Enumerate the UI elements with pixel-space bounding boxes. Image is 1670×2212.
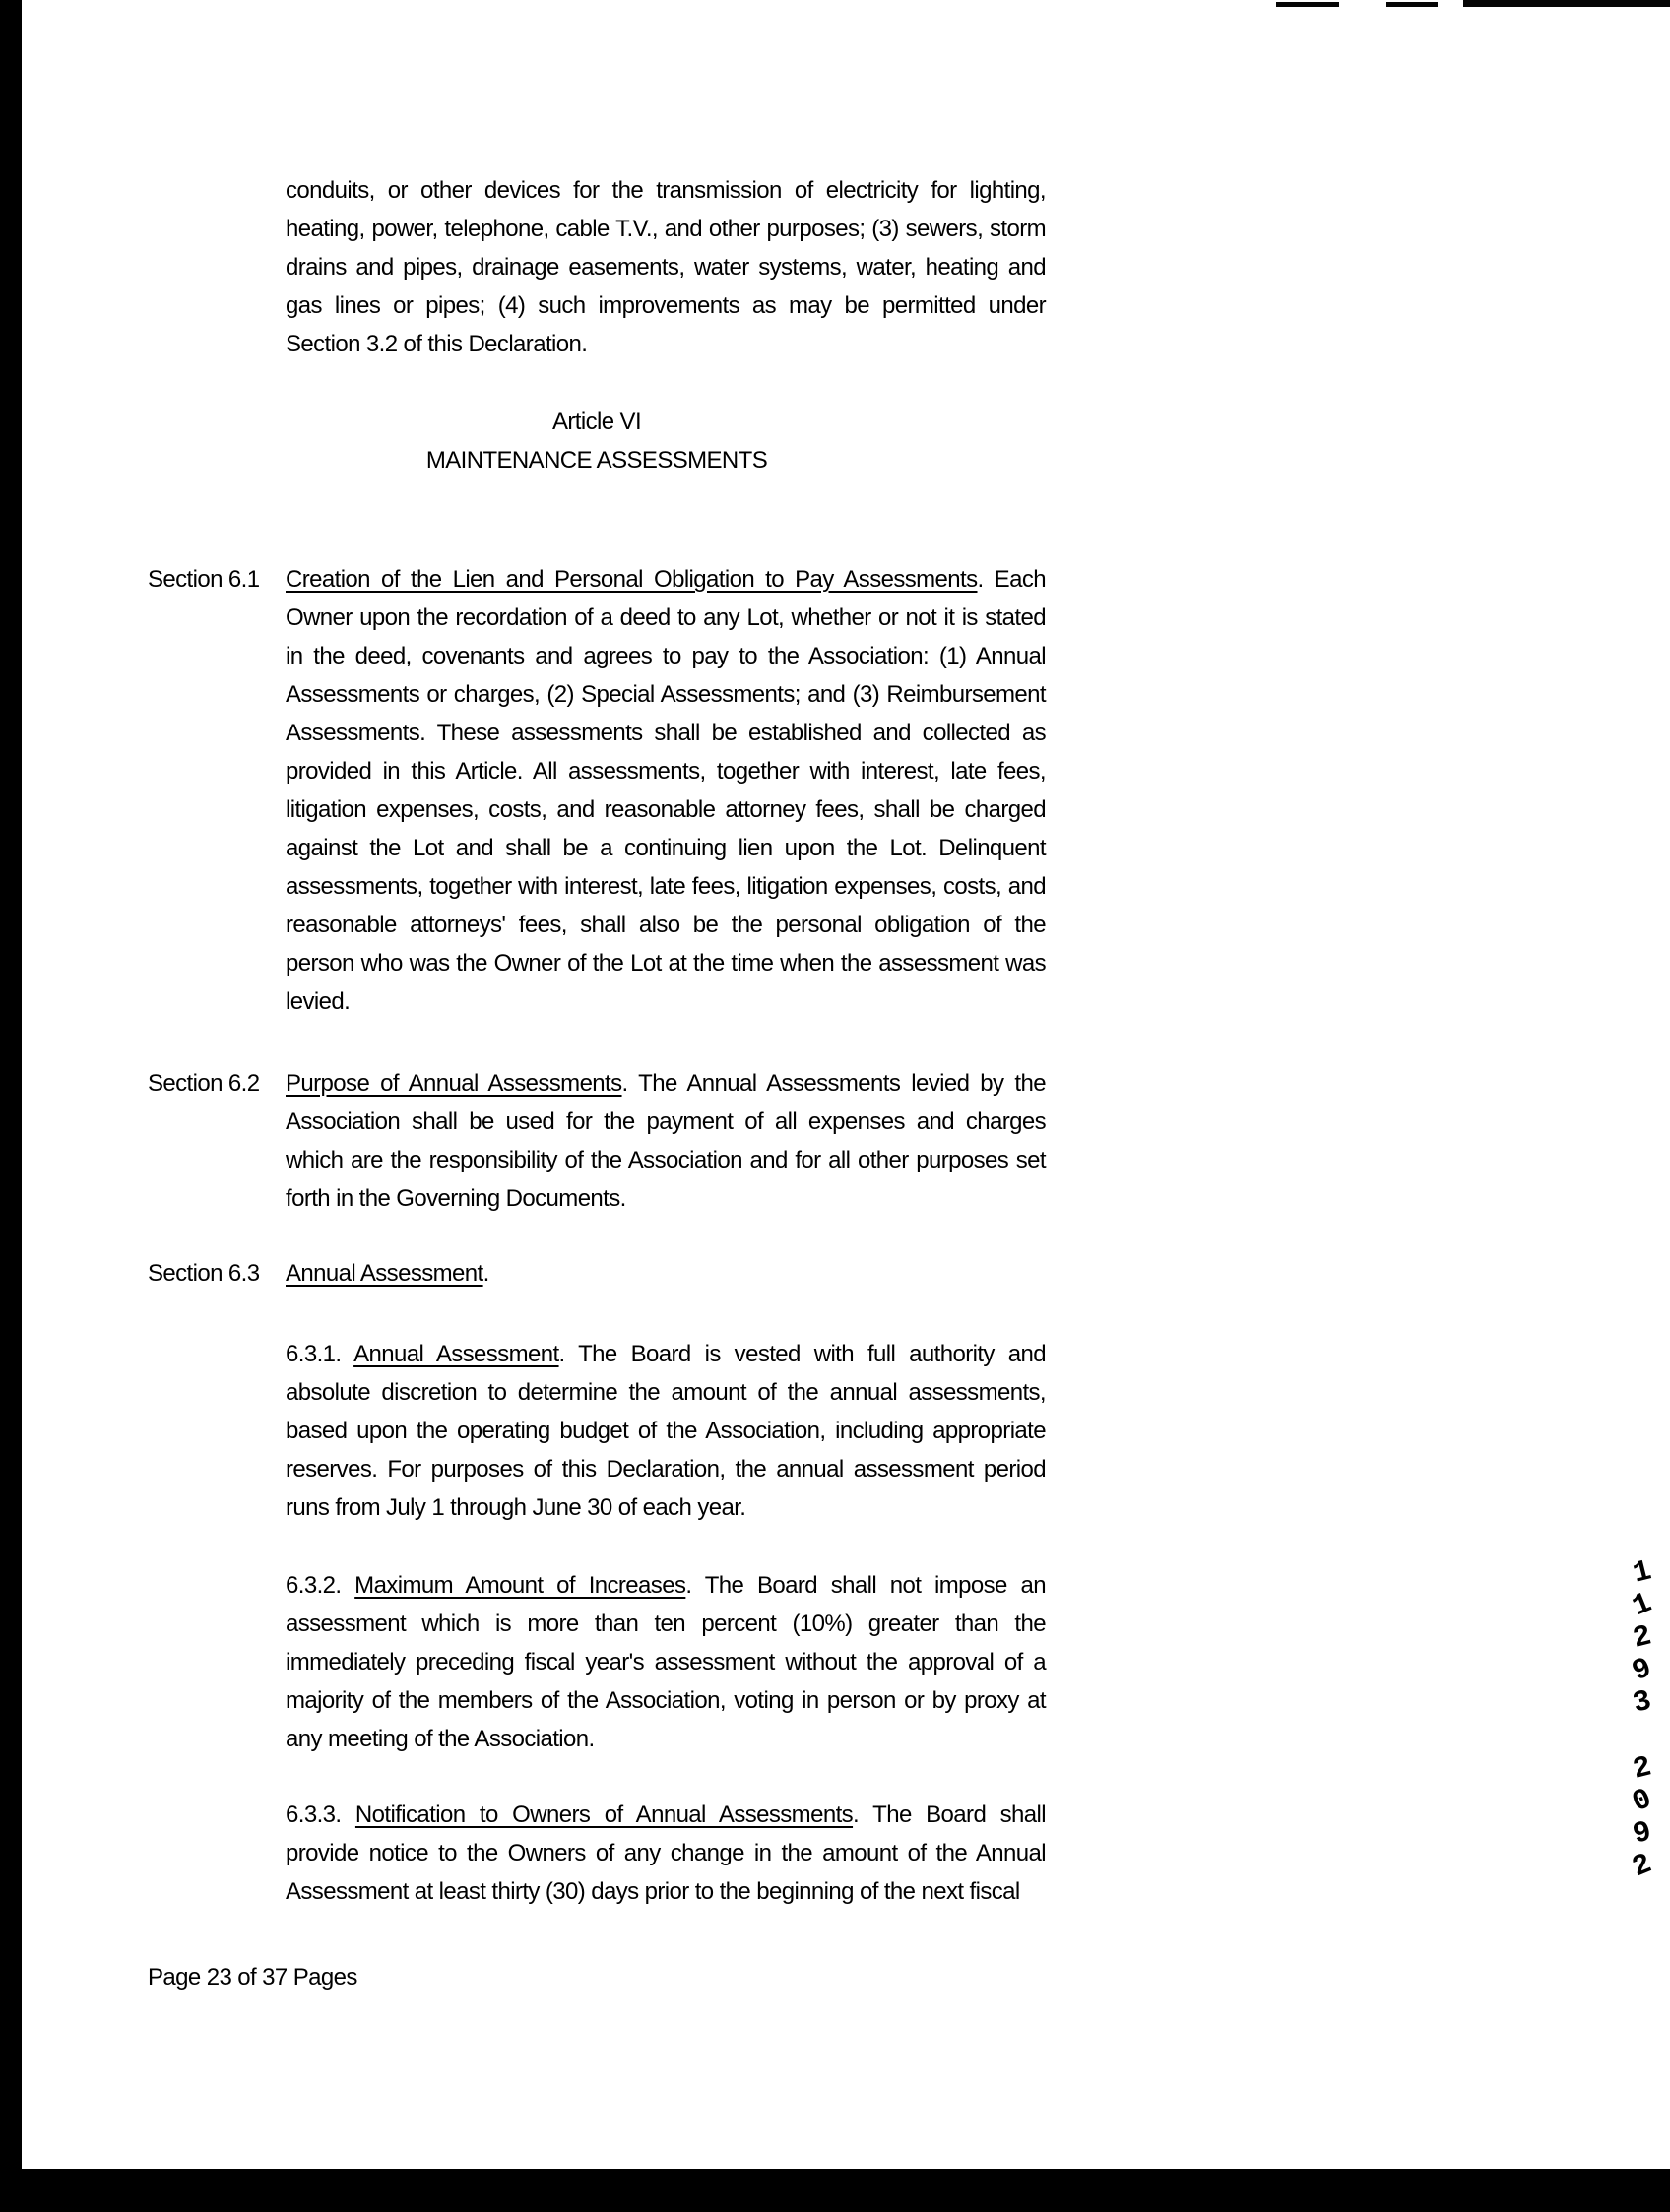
section-6-2: [148, 1064, 1046, 1218]
stamp-digit: 2: [1630, 1619, 1655, 1657]
article-number: Article VI: [551, 409, 642, 435]
section-6-1: [148, 560, 1046, 1021]
article-title: MAINTENANCE ASSESSMENTS: [425, 447, 768, 474]
stamp-digit: 2: [1630, 1750, 1655, 1788]
recorder-stamp-number-top: [1625, 1554, 1660, 1722]
subsection-6-3-1-body: . The Board is vested with full authority and absolute discretion to determine the amount of the annual assessments, based upon the operating budget of the Association, including appropriate reserves. For purposes of this Declaration, the annual assessment period runs from July 1 through June 30 of each year.: [286, 1341, 1046, 1521]
section-6-1-paragraph: [286, 560, 1046, 1021]
section-6-3-label: Section 6.3: [148, 1260, 260, 1287]
section-6-2-label: Section 6.2: [148, 1070, 260, 1097]
section-6-2-body: . The Annual Assessments levied by the Association shall be used for the payment of all expenses and charges which are the responsibility of the Association and for all other purposes set forth in the Governing Documents.: [286, 1070, 1046, 1212]
stamp-digit: 0: [1628, 1782, 1657, 1821]
subsection-6-3-1-title: Annual Assessment: [353, 1341, 559, 1367]
section-6-2-title: Purpose of Annual Assessments: [286, 1070, 622, 1097]
intro-paragraph: conduits, or other devices for the transmission of electricity for lighting, heating, power, telephone, cable T.V., and other purposes; (3) sewers, storm drains and pipes, drainage easements, water systems, water, heating and gas lines or pipes; (4) such improvements as may be permitted under Section 3.2 of this Declaration.: [286, 177, 1046, 357]
section-6-3-title: Annual Assessment: [286, 1260, 483, 1287]
recorder-stamp-number-bottom: [1625, 1750, 1660, 1886]
scan-edge-top-line: [1463, 0, 1670, 7]
subsection-6-3-3-number: 6.3.3.: [286, 1801, 342, 1828]
section-6-1-title: Creation of the Lien and Personal Obligation to Pay Assessments: [286, 566, 978, 593]
subsection-6-3-1-number: 6.3.1.: [286, 1341, 342, 1367]
subsection-6-3-2-body: . The Board shall not impose an assessment which is more than ten percent (10%) greater than the immediately preceding fiscal year's assessment without the approval of a majority of the members of the Association, voting in person or by proxy at any meeting of the Association.: [286, 1572, 1047, 1752]
section-6-3: [148, 1254, 1046, 1293]
subsection-6-3-2-title: Maximum Amount of Increases: [354, 1572, 686, 1599]
page-number-footer: Page 23 of 37 Pages: [148, 1964, 357, 1991]
subsection-6-3-1: [286, 1335, 1046, 1527]
section-6-2-paragraph: [286, 1064, 1046, 1218]
stamp-digit: 9: [1630, 1815, 1655, 1853]
article-heading: [148, 403, 1046, 479]
subsection-6-3-2-number: 6.3.2.: [286, 1572, 342, 1599]
section-6-3-body: .: [482, 1260, 489, 1287]
stamp-digit: 1: [1628, 1586, 1657, 1625]
scan-edge-bottom-bar: [0, 2169, 1670, 2212]
section-6-1-body: . Each Owner upon the recordation of a deed to any Lot, whether or not it is stated in the deed, covenants and agrees to pay to the Association: (1) Annual Assessments or charges, (2) Special Assessments; and (3) Reimbursement Assessments. These assessments shall be established and collected as provided in this Article. All assessments, together with interest, late fees, litigation expenses, costs, and reasonable attorney fees, shall be charged against the Lot and shall be a continuing lien upon the Lot. Delinquent assessments, together with interest, late fees, litigation expenses, costs, and reasonable attorneys' fees, shall also be the personal obligation of the person who was the Owner of the Lot at the time when the assessment was levied.: [286, 566, 1046, 1015]
scan-edge-top-dash: [1386, 2, 1438, 7]
scan-edge-top-dash: [1276, 2, 1339, 7]
subsection-6-3-3-body: . The Board shall provide notice to the Owners of any change in the amount of the Annual Assessment at least thirty (30) days prior to the beginning of the next fiscal: [286, 1801, 1047, 1905]
section-6-1-label: Section 6.1: [148, 566, 260, 593]
stamp-digit: 2: [1628, 1847, 1657, 1886]
section-6-3-paragraph: [286, 1254, 1046, 1293]
stamp-digit: 1: [1630, 1554, 1655, 1592]
stamp-digit: 9: [1628, 1651, 1657, 1690]
stamp-digit: 3: [1630, 1684, 1655, 1722]
scan-edge-left-bar: [0, 0, 22, 2212]
subsection-6-3-2: [286, 1566, 1046, 1758]
subsection-6-3-3-title: Notification to Owners of Annual Assessments: [354, 1801, 854, 1828]
subsection-6-3-3: [286, 1796, 1046, 1911]
